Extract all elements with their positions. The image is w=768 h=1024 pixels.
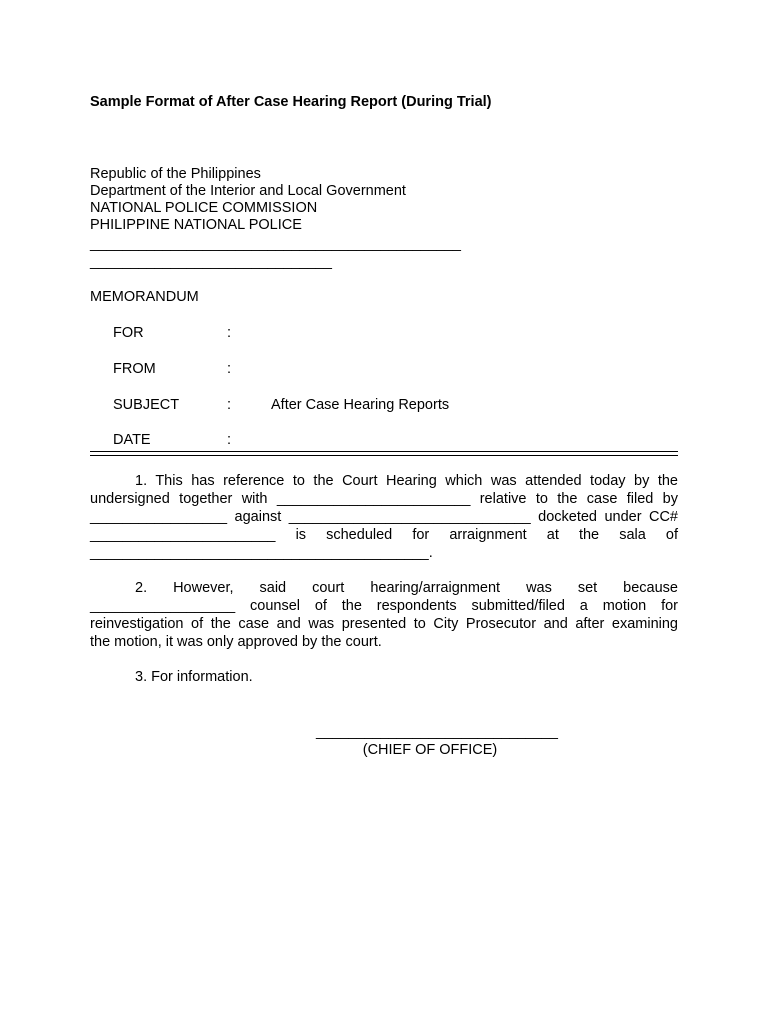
paragraph-2-line-4: the motion, it was only approved by the court. (90, 634, 382, 650)
divider-rule-bottom (90, 455, 678, 456)
paragraph-1 (90, 472, 678, 562)
paragraph-1-line-1: 1. This has reference to the Court Hearing which was attended today by the (135, 473, 678, 489)
paragraph-2 (90, 579, 678, 651)
from-colon: : (227, 361, 232, 377)
paragraph-1-line-2: undersigned together with ________________________ relative to the case filed by (90, 491, 678, 507)
paragraph-1-line-3: _________________ against ______________________________ docketed under CC# (90, 509, 678, 525)
header-department: Department of the Interior and Local Government (90, 183, 406, 199)
paragraph-1-line-5: __________________________________________. (90, 545, 433, 561)
paragraph-1-line-4: _______________________ is scheduled for arraignment at the sala of (90, 527, 678, 543)
for-label: FOR (113, 325, 144, 341)
document-page (90, 0, 678, 1024)
subject-value: After Case Hearing Reports (271, 397, 450, 413)
document-title: Sample Format of After Case Hearing Report (During Trial) (90, 94, 492, 110)
header-blank-line-2: ______________________________ (90, 254, 332, 270)
signature-line: ______________________________ (316, 724, 558, 740)
paragraph-2-line-3: reinvestigation of the case and was presented to City Prosecutor and after examining (90, 616, 678, 632)
paragraph-2-line-2: __________________ counsel of the respondents submitted/filed a motion for (90, 598, 678, 614)
paragraph-2-line-1: 2. However, said court hearing/arraignment was set because (135, 580, 678, 596)
signature-title: (CHIEF OF OFFICE) (362, 742, 498, 758)
subject-label: SUBJECT (113, 397, 180, 413)
header-republic: Republic of the Philippines (90, 166, 261, 182)
date-label: DATE (113, 432, 151, 448)
paragraph-3: 3. For information. (135, 669, 253, 685)
memorandum-label: MEMORANDUM (90, 289, 199, 305)
from-label: FROM (113, 361, 156, 377)
subject-colon: : (227, 397, 232, 413)
header-pnp: PHILIPPINE NATIONAL POLICE (90, 217, 302, 233)
for-colon: : (227, 325, 232, 341)
divider-rule-top (90, 451, 678, 452)
date-colon: : (227, 432, 232, 448)
header-napolcom: NATIONAL POLICE COMMISSION (90, 200, 318, 216)
header-blank-line-1: ______________________________________________ (90, 236, 461, 252)
